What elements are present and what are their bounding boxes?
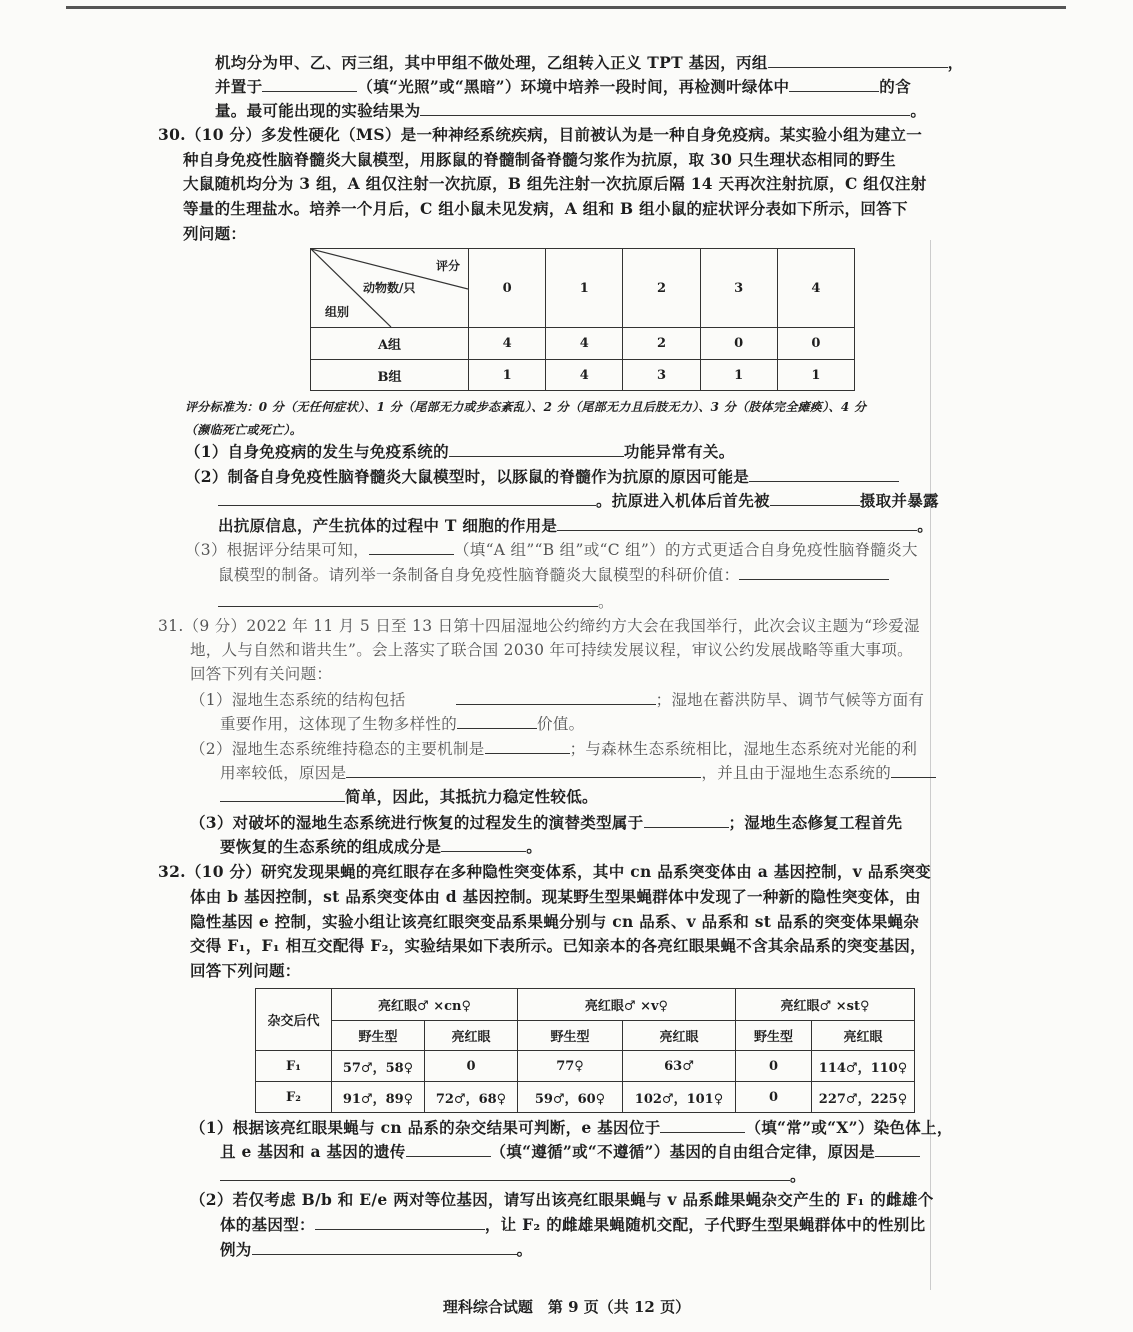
text: ；湿地生态修复工程首先 [728,813,903,832]
value-cell: 77♀ [518,1051,623,1082]
text: （填“遵循”或“不遵循”）基因的自由组合定律，原因是 [490,1142,875,1161]
value-cell: 0 [736,1082,812,1113]
phenotype-header: 亮红眼 [425,1021,518,1051]
text: （填“光照”或“黑暗”）环境中培养一段时间，再检测叶绿体中 [357,77,790,96]
cross-header: 亮红眼♂ ×st♀ [736,989,915,1021]
text: ，让 F₂ 的雌雄果蝇随机交配，子代野生型果蝇群体中的性别比 [484,1215,926,1234]
text: 体的基因型： [220,1215,315,1234]
phenotype-header: 亮红眼 [812,1021,915,1051]
q32-sub-1-cont [220,1166,806,1186]
value-cell: 57♂，58♀ [332,1051,425,1082]
text: （1）湿地生态系统的结构包括 [190,691,406,709]
q31-stem: 31.（9 分）2022 年 11 月 5 日至 13 日第十四届湿地公约缔约方大会在我国举行，此次会议主题为“珍爱湿 [158,617,920,635]
text: （1）自身免疫病的发生与免疫系统的 [185,442,449,461]
q31-sub-3-cont [220,837,542,857]
table-row [311,360,855,391]
q32-sub-2-cont [220,1240,532,1260]
value-cell: 59♂，60♀ [518,1082,623,1113]
answer-blank[interactable] [739,565,889,580]
value-cell: 114♂，110♀ [812,1051,915,1082]
q32-sub-1 [190,1118,953,1138]
text: 摄取并暴露 [859,491,939,510]
generation-cell: F₂ [256,1082,332,1113]
q32-stem: 32.（10 分）研究发现果蝇的亮红眼存在多种隐性突变体系，其中 cn 品系突变体由 a 基因控制，v 品系突变 [158,862,931,881]
answer-blank[interactable] [891,763,936,778]
text: 机均分为甲、乙、丙三组，其中甲组不做处理，乙组转入正义 TPT 基因，丙组 [215,53,768,72]
q32-stem: 体由 b 基因控制，st 品系突变体由 d 基因控制。现某野生型果蝇群体中发现了一种新的隐性突变体，由 [190,887,921,906]
text: 重要作用，这体现了生物多样性的 [220,715,458,733]
q30-stem: 列问题： [183,224,247,243]
answer-blank[interactable] [485,739,570,754]
value-cell: 4 [546,360,623,391]
phenotype-header: 野生型 [518,1021,623,1051]
answer-blank[interactable] [315,1215,485,1230]
q29-line-2 [215,77,911,97]
text: 。 [526,837,543,856]
q30-stem: 等量的生理盐水。培养一个月后，C 组小鼠未见发病，A 组和 B 组小鼠的症状评分表如下所示，回答下 [183,199,908,218]
cross-header: 亮红眼♂ ×v♀ [518,989,736,1021]
q30-sub-3-cont [218,565,889,585]
answer-blank[interactable] [346,763,701,778]
table-row [256,1082,915,1113]
answer-blank[interactable] [749,467,899,482]
q31-sub-1-cont [220,714,584,734]
answer-blank[interactable] [557,516,917,531]
answer-blank[interactable] [644,813,729,828]
answer-blank[interactable] [660,1118,745,1133]
text: 简单，因此，其抵抗力稳定性较低。 [345,787,598,806]
value-cell: 4 [469,328,546,360]
value-cell: 102♂，101♀ [623,1082,736,1113]
answer-blank[interactable] [457,714,537,729]
q29-line-1 [215,53,963,73]
value-cell: 0 [736,1051,812,1082]
value-cell: 1 [700,360,777,391]
page-top-border [66,6,1066,9]
q30-sub-3 [185,540,918,560]
answer-blank[interactable] [220,787,345,802]
q32-sub-2: （2）若仅考虑 B/b 和 E/e 两对等位基因，请写出该亮红眼果蝇与 v 品系雌果蝇杂交产生的 F₁ 的雌雄个 [190,1190,934,1209]
answer-blank[interactable] [789,77,879,92]
text: 。 [516,1240,533,1259]
q30-sub-2-cont [218,516,933,536]
table-corner-cell [311,249,469,328]
score-header: 2 [623,249,700,328]
value-cell: 2 [623,328,700,360]
q29-line-3 [215,101,926,121]
answer-blank[interactable] [770,491,860,506]
group-cell: A组 [311,328,469,360]
value-cell: 227♂，225♀ [812,1082,915,1113]
phenotype-header: 野生型 [736,1021,812,1051]
text: 。抗原进入机体后首先被 [596,491,770,510]
q32-stem: 回答下列问题： [190,961,301,980]
value-cell: 63♂ [623,1051,736,1082]
table-row [256,1051,915,1082]
answer-blank[interactable] [262,77,357,92]
text: 。 [598,593,614,611]
score-header: 3 [700,249,777,328]
text: 并置于 [215,77,263,96]
value-cell: 1 [469,360,546,391]
q30-sub-2-cont [218,491,939,511]
q31-sub-2-cont [220,787,598,807]
text: （3）根据评分结果可知， [185,541,369,559]
value-cell: 0 [777,328,854,360]
text: 鼠模型的制备。请列举一条制备自身免疫性脑脊髓炎大鼠模型的科研价值： [218,566,740,584]
q30-stem: 种自身免疫性脑脊髓炎大鼠模型，用豚鼠的脊髓制备脊髓匀浆作为抗原，取 30 只生理状态相同的野生 [183,150,896,169]
value-cell: 1 [777,360,854,391]
q30-sub-2 [185,467,899,487]
value-cell: 72♂，68♀ [425,1082,518,1113]
q31-stem: 地，人与自然和谐共生”。会上落实了联合国 2030 年可持续发展议程，审议公约发展战略等重大事项。 [190,641,913,659]
text: 用率较低，原因是 [220,764,347,782]
q30-stem: 大鼠随机均分为 3 组，A 组仅注射一次抗原，B 组先注射一次抗原后隔 14 天再次注射抗原，C 组仅注射 [183,174,927,193]
answer-blank[interactable] [768,53,948,68]
answer-blank[interactable] [875,1142,920,1157]
generation-cell: F₁ [256,1051,332,1082]
value-cell: 3 [623,360,700,391]
answer-blank[interactable] [456,690,656,705]
text: （填“常”或“X”）染色体上， [745,1118,953,1137]
value-cell: 0 [700,328,777,360]
text: （2）制备自身免疫性脑脊髓炎大鼠模型时，以豚鼠的脊髓作为抗原的原因可能是 [185,467,750,486]
answer-blank[interactable] [218,491,596,506]
group-cell: B组 [311,360,469,391]
text: （3）对破坏的湿地生态系统进行恢复的过程发生的演替类型属于 [190,813,644,832]
answer-blank[interactable] [449,442,624,457]
page-footer: 理科综合试题 第 9 页（共 12 页） [442,1298,691,1316]
q32-stem: 隐性基因 e 控制，实验小组让该亮红眼突变品系果蝇分别与 cn 品系、v 品系和 st 品系的突变体果蝇杂 [190,912,920,931]
text: （2）湿地生态系统维持稳态的主要机制是 [190,740,485,758]
text: 要恢复的生态系统的组成成分是 [220,837,442,856]
score-header: 1 [546,249,623,328]
text: ， [947,53,964,72]
text: 功能异常有关。 [623,442,735,461]
text: 。 [910,101,927,120]
text: 价值。 [537,715,585,733]
q31-sub-2-cont [220,763,936,783]
answer-blank[interactable] [420,101,910,116]
table-row [311,328,855,360]
scoring-note: 评分标准为：0 分（无任何症状）、1 分（尾部无力或步态紊乱）、2 分（尾部无力且后肢无力）、3 分（肢体完全瘫痪）、4 分 [185,400,867,414]
phenotype-header: 亮红眼 [623,1021,736,1051]
q31-sub-1 [190,690,924,710]
answer-blank[interactable] [252,1240,517,1255]
score-table [310,248,855,391]
q32-stem: 交得 F₁，F₁ 相互交配得 F₂，实验结果如下表所示。已知亲本的各亮红眼果蝇不含其余品系的突变基因， [190,936,926,955]
text: 。 [790,1166,806,1185]
q31-stem: 回答下列有关问题： [190,665,333,683]
answer-blank[interactable] [218,592,598,607]
cross-results-table [255,988,915,1113]
value-cell: 91♂，89♀ [332,1082,425,1113]
answer-blank[interactable] [441,837,526,852]
answer-blank[interactable] [369,540,454,555]
answer-blank[interactable] [406,1142,491,1157]
text: 量。最可能出现的实验结果为 [215,101,421,120]
q30-sub-3-cont [218,592,614,612]
text: ；湿地在蓄洪防旱、调节气候等方面有 [655,691,925,709]
text: 且 e 基因和 a 基因的遗传 [220,1142,406,1161]
q31-sub-3 [190,813,902,833]
text: 。 [917,516,934,535]
q30-stem: 30.（10 分）多发性硬化（MS）是一种神经系统疾病，目前被认为是一种自身免疫病。某实验小组为建立一 [158,125,923,144]
text: 例为 [220,1240,252,1259]
text: 的含 [879,77,911,96]
score-header: 4 [777,249,854,328]
q31-sub-2 [190,739,917,759]
q30-sub-1 [185,442,735,462]
scoring-note: （濒临死亡或死亡）。 [185,423,303,437]
header-offspring: 杂交后代 [256,989,332,1051]
text: 出抗原信息，产生抗体的过程中 T 细胞的作用是 [218,516,558,535]
cross-header: 亮红眼♂ ×cn♀ [332,989,518,1021]
header-group: 组别 [325,305,350,319]
q32-sub-1-cont [220,1142,920,1162]
text: ，并且由于湿地生态系统的 [701,764,892,782]
text: （填“A 组”“B 组”或“C 组”）的方式更适合自身免疫性脑脊髓炎大 [453,541,918,559]
value-cell: 4 [546,328,623,360]
score-header: 0 [469,249,546,328]
answer-blank[interactable] [220,1166,790,1181]
text: ；与森林生态系统相比，湿地生态系统对光能的利 [569,740,918,758]
q32-sub-2-cont [220,1215,925,1235]
header-score: 评分 [435,259,460,273]
value-cell: 0 [425,1051,518,1082]
text: （1）根据该亮红眼果蝇与 cn 品系的杂交结果可判断，e 基因位于 [190,1118,661,1137]
phenotype-header: 野生型 [332,1021,425,1051]
header-count: 动物数/只 [363,281,416,295]
